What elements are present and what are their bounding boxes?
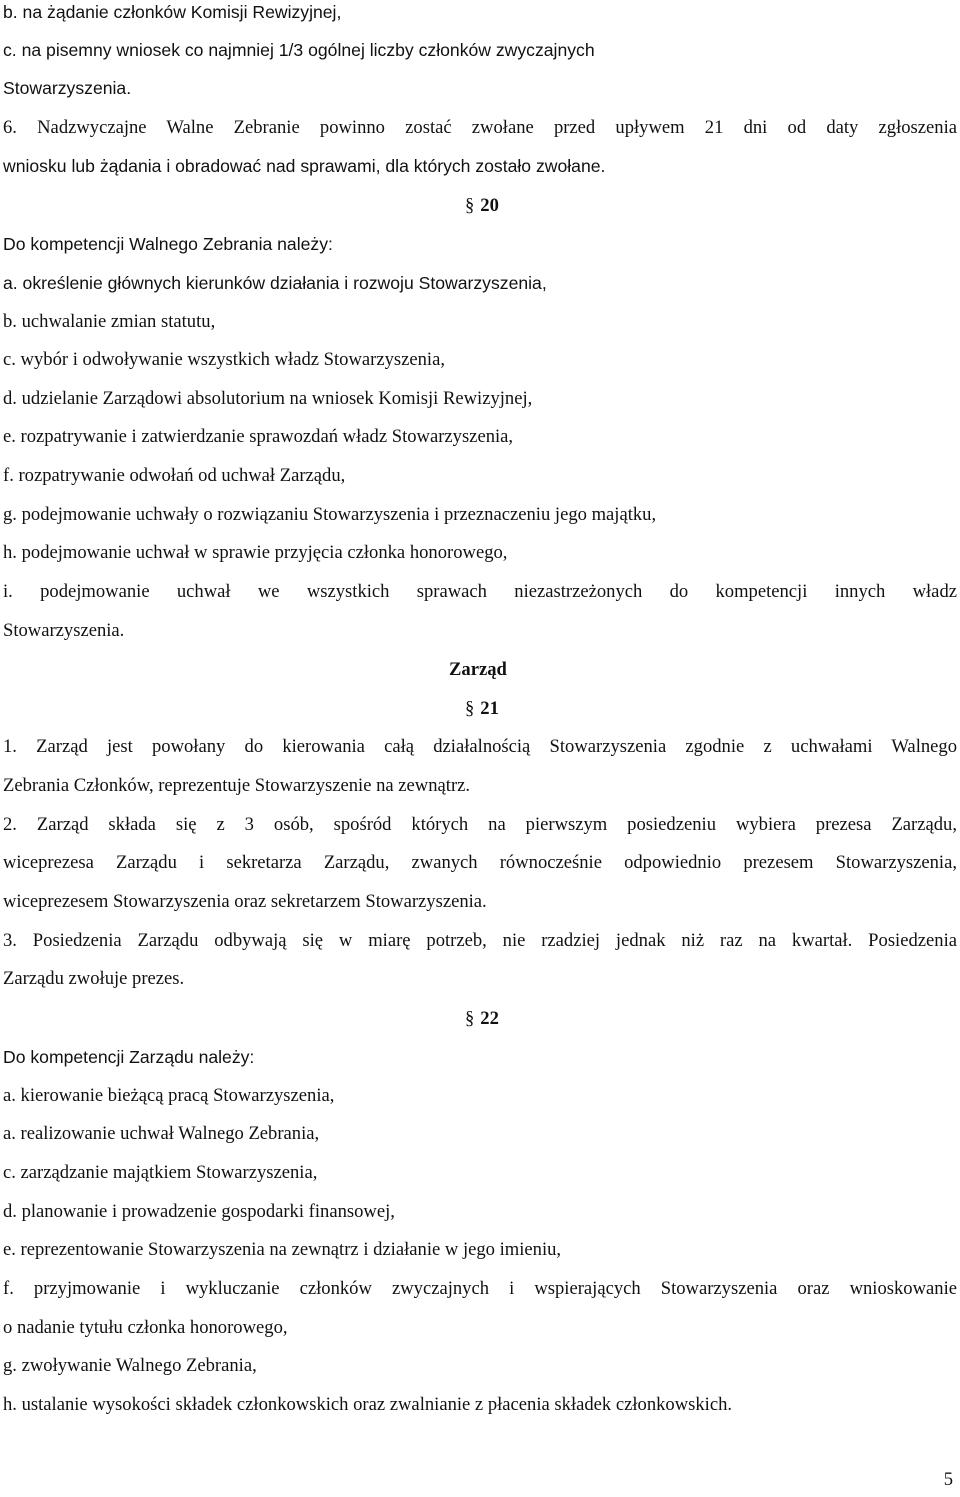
- list-item: e. rozpatrywanie i zatwierdzanie sprawozdań władz Stowarzyszenia,: [3, 426, 514, 447]
- list-item: h. podejmowanie uchwał w sprawie przyjęcia członka honorowego,: [3, 542, 508, 563]
- text-line: Stowarzyszenia.: [3, 620, 125, 641]
- list-item: g. zwoływanie Walnego Zebrania,: [3, 1355, 257, 1376]
- page-number: 5: [943, 1469, 953, 1490]
- text-line: Stowarzyszenia.: [3, 78, 132, 98]
- list-item: e. reprezentowanie Stowarzyszenia na zewnątrz i działanie w jego imieniu,: [3, 1239, 562, 1260]
- paragraph-sign: §: [465, 698, 475, 719]
- paragraph-sign: §: [465, 1008, 475, 1029]
- list-item: b. uchwalanie zmian statutu,: [3, 311, 216, 332]
- list-item: f. przyjmowanie i wykluczanie członków zwyczajnych i wspierających Stowarzyszenia oraz wnioskowanie: [3, 1278, 957, 1299]
- text-line: Zebrania Członków, reprezentuje Stowarzyszenie na zewnątrz.: [3, 775, 471, 796]
- section-number: 22: [480, 1008, 499, 1029]
- text-line: o nadanie tytułu członka honorowego,: [3, 1317, 288, 1338]
- text-line: b. na żądanie członków Komisji Rewizyjnej,: [3, 2, 342, 22]
- list-item: a. realizowanie uchwał Walnego Zebrania,: [3, 1123, 320, 1144]
- text-line: Do kompetencji Zarządu należy:: [3, 1047, 255, 1067]
- list-item: d. udzielanie Zarządowi absolutorium na wniosek Komisji Rewizyjnej,: [3, 388, 533, 409]
- list-item: d. planowanie i prowadzenie gospodarki finansowej,: [3, 1201, 395, 1222]
- list-item: f. rozpatrywanie odwołań od uchwał Zarządu,: [3, 465, 346, 486]
- text-line: wiceprezesem Stowarzyszenia oraz sekretarzem Stowarzyszenia.: [3, 891, 487, 912]
- text-line: Zarządu zwołuje prezes.: [3, 968, 185, 989]
- text-line: wiceprezesa Zarządu i sekretarza Zarządu, zwanych równocześnie odpowiednio prezesem Stowarzyszenia,: [3, 852, 957, 873]
- chapter-title: Zarząd: [449, 659, 507, 680]
- list-item: c. zarządzanie majątkiem Stowarzyszenia,: [3, 1162, 318, 1183]
- text-line: 1. Zarząd jest powołany do kierowania całą działalnością Stowarzyszenia zgodnie z uchwałami Walnego: [3, 736, 957, 757]
- document-page: [3, 0, 957, 1497]
- list-item: g. podejmowanie uchwały o rozwiązaniu Stowarzyszenia i przeznaczeniu jego majątku,: [3, 504, 657, 525]
- text-line: wniosku lub żądania i obradować nad sprawami, dla których zostało zwołane.: [3, 156, 606, 176]
- list-item: c. wybór i odwoływanie wszystkich władz Stowarzyszenia,: [3, 349, 446, 370]
- text-line: 2. Zarząd składa się z 3 osób, spośród których na pierwszym posiedzeniu wybiera prezesa Zarządu,: [3, 814, 957, 835]
- paragraph-sign: §: [465, 195, 475, 216]
- list-item: i. podejmowanie uchwał we wszystkich sprawach niezastrzeżonych do kompetencji innych władz: [3, 581, 957, 602]
- section-heading-22: [465, 1007, 499, 1031]
- list-item: h. ustalanie wysokości składek członkowskich oraz zwalnianie z płacenia składek członkowskich.: [3, 1394, 733, 1415]
- text-line: c. na pisemny wniosek co najmniej 1/3 ogólnej liczby członków zwyczajnych: [3, 40, 595, 60]
- text-line: 3. Posiedzenia Zarządu odbywają się w miarę potrzeb, nie rzadziej jednak niż raz na kwartał. Posiedzenia: [3, 930, 957, 951]
- section-number: 20: [480, 195, 499, 216]
- section-heading-20: [465, 194, 499, 218]
- section-heading-21: [465, 697, 499, 721]
- text-line: 6. Nadzwyczajne Walne Zebranie powinno zostać zwołane przed upływem 21 dni od daty zgłoszenia: [3, 117, 957, 138]
- text-line: Do kompetencji Walnego Zebrania należy:: [3, 234, 333, 254]
- section-number: 21: [480, 698, 499, 719]
- list-item: a. określenie głównych kierunków działania i rozwoju Stowarzyszenia,: [3, 273, 547, 293]
- list-item: a. kierowanie bieżącą pracą Stowarzyszenia,: [3, 1085, 335, 1106]
